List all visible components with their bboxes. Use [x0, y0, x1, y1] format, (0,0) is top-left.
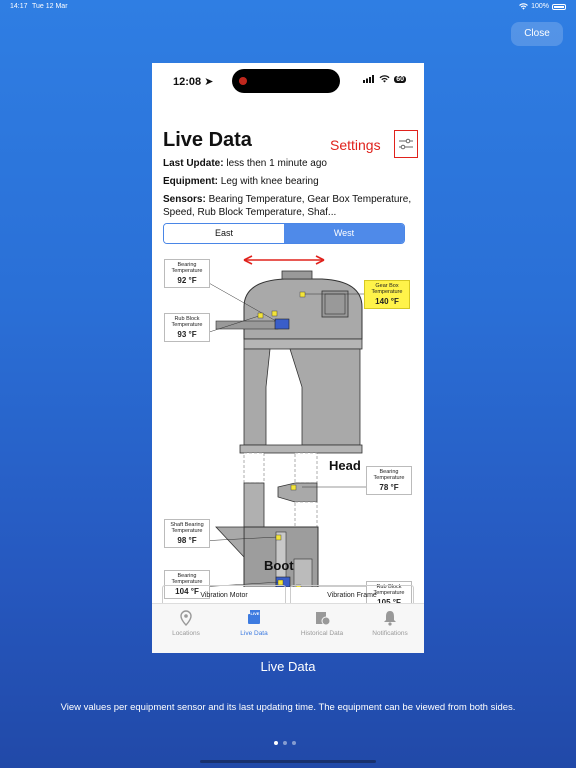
tab-live-data-label: Live Data	[240, 630, 268, 637]
phone-screenshot	[152, 63, 424, 653]
home-indicator[interactable]	[200, 760, 376, 763]
tab-locations[interactable]	[152, 604, 220, 653]
last-update-row: Last Update: less then 1 minute ago	[163, 158, 327, 169]
bell-icon	[383, 610, 397, 626]
sensor-rub-block-top[interactable]: Rub Block Temperature 93 °F	[164, 313, 210, 342]
sensor-rub-block-boot[interactable]: Rub Block Temperature	[366, 581, 412, 610]
sensor-bearing-top[interactable]: Bearing Temperature 92 °F	[164, 259, 210, 288]
boot-label: Boot	[264, 558, 294, 573]
location-pin-icon	[180, 610, 192, 626]
sensor-gearbox[interactable]: Gear Box Temperature 140 °F	[364, 280, 410, 309]
dynamic-island	[232, 69, 340, 93]
side-segmented-control	[163, 223, 405, 244]
battery-percent: 100%	[531, 3, 549, 10]
page-dot-3[interactable]	[292, 741, 296, 745]
rotate-arrow-icon	[244, 256, 324, 264]
caption-title: Live Data	[260, 659, 316, 674]
vibration-cards	[162, 585, 414, 599]
historical-data-icon	[314, 610, 330, 626]
vibration-frame-card[interactable]: Vibration Frame	[290, 585, 414, 605]
equipment-row: Equipment: Leg with knee bearing	[163, 176, 319, 187]
tab-notifications[interactable]	[356, 604, 424, 653]
page-title: Live Data	[163, 129, 252, 151]
tab-locations-label: Locations	[172, 630, 200, 637]
battery-icon	[552, 4, 566, 10]
sensors-row: Sensors: Bearing Temperature, Gear Box Temperature, Speed, Rub Block Temperature, Shaf...	[163, 194, 412, 218]
phone-status-time: 12:08 ➤	[173, 76, 214, 88]
sensor-bearing-knee[interactable]: Bearing Temperature 78 °F	[366, 466, 412, 495]
sensor-bearing-boot[interactable]: Bearing Temperature 104 °F	[164, 570, 210, 599]
location-arrow-icon: ➤	[204, 76, 214, 88]
segment-east[interactable]: East	[164, 224, 284, 243]
ipad-status-bar	[0, 0, 576, 14]
tab-historical-data[interactable]	[288, 604, 356, 653]
tab-bar	[152, 603, 424, 653]
page-dot-2[interactable]	[283, 741, 287, 745]
segment-west[interactable]: West	[284, 224, 404, 243]
page-indicator[interactable]	[274, 741, 296, 745]
settings-annotation: Settings	[330, 137, 381, 153]
live-badge: LIVE	[250, 611, 260, 616]
phone-status-right	[363, 75, 406, 83]
page-dot-1[interactable]	[274, 741, 278, 745]
vibration-motor-card[interactable]: Vibration Motor	[162, 585, 286, 605]
status-date: Tue 12 Mar	[32, 3, 68, 10]
settings-button[interactable]	[394, 130, 418, 158]
signal-icon	[363, 75, 375, 83]
caption-text: View values per equipment sensor and its last updating time. The equipment can be viewed from both sides.	[60, 702, 516, 713]
wifi-icon	[519, 3, 528, 10]
recording-dot-icon	[239, 77, 247, 85]
tab-live-data[interactable]	[220, 604, 288, 653]
phone-wifi-icon	[379, 75, 390, 83]
phone-status-bar	[152, 63, 424, 97]
close-button[interactable]: Close	[511, 22, 563, 46]
tab-historical-data-label: Historical Data	[300, 630, 344, 637]
phone-battery: 60	[396, 75, 404, 83]
status-right	[519, 3, 566, 10]
head-label: Head	[329, 458, 361, 473]
tab-notifications-label: Notifications	[372, 630, 408, 637]
live-data-icon	[246, 610, 262, 626]
sliders-icon	[398, 138, 414, 150]
status-time: 14:17	[10, 3, 28, 10]
sensor-shaft-bearing[interactable]: Shaft Bearing Temperature 98 °F	[164, 519, 210, 548]
